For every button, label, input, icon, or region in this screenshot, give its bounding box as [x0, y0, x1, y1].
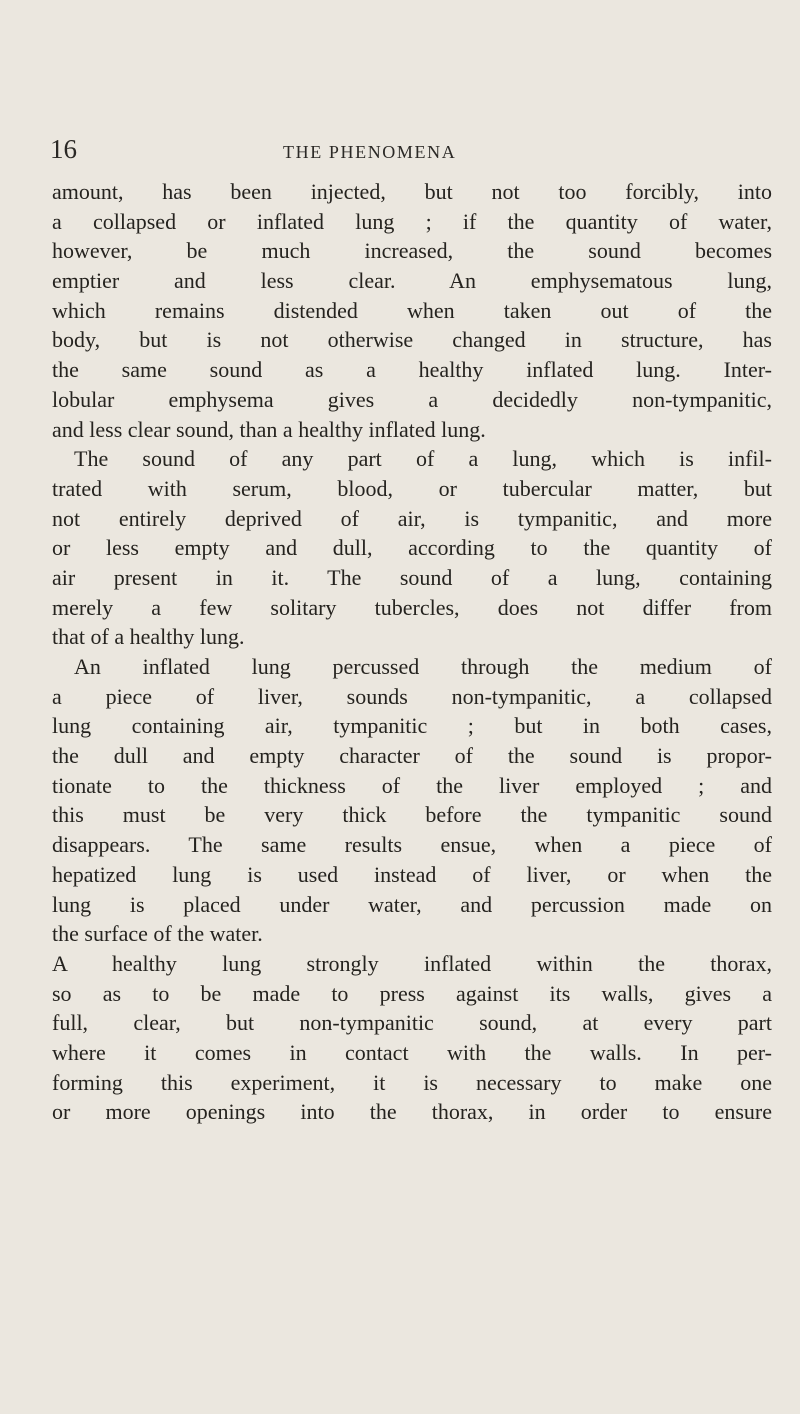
- text-line: full, clear, but non-tympanitic sound, at every part: [52, 1010, 772, 1036]
- text-line: air present in it. The sound of a lung, containing: [52, 564, 772, 590]
- text-line: a piece of liver, sounds non-tympanitic, a collapsed: [52, 683, 772, 709]
- text-line: that of a healthy lung.: [52, 624, 245, 650]
- text-line: amount, has been injected, but not too forcibly, into: [52, 179, 772, 204]
- page-number: 16: [50, 134, 77, 164]
- paragraph: [52, 444, 772, 652]
- text-line: trated with serum, blood, or tubercular matter, but: [52, 475, 772, 501]
- paragraph: [52, 949, 772, 1127]
- text-line: this must be very thick before the tympanitic sound: [52, 802, 772, 828]
- text-line: or less empty and dull, according to the quantity of: [52, 535, 772, 561]
- text-line: emptier and less clear. An emphysematous lung,: [52, 268, 772, 294]
- text-line: which remains distended when taken out of the: [52, 297, 772, 323]
- paragraph: [52, 177, 772, 444]
- text-line: lobular emphysema gives a decidedly non-tympanitic,: [52, 386, 772, 412]
- text-line: hepatized lung is used instead of liver, or when the: [52, 861, 772, 887]
- text-line: A healthy lung strongly inflated within the thorax,: [52, 950, 772, 976]
- text-line: forming this experiment, it is necessary to make one: [52, 1069, 772, 1095]
- text-line: lung containing air, tympanitic ; but in both cases,: [52, 713, 772, 739]
- text-line: where it comes in contact with the walls. In per-: [52, 1039, 772, 1065]
- text-line: lung is placed under water, and percussion made on: [52, 891, 772, 917]
- running-head: THE PHENOMENA: [283, 142, 457, 162]
- text-line: so as to be made to press against its walls, gives a: [52, 980, 772, 1006]
- body-text: [52, 177, 772, 1127]
- text-line: or more openings into the thorax, in order to ensure: [52, 1099, 772, 1125]
- paragraph: [52, 652, 772, 949]
- text-line: the surface of the water.: [52, 921, 263, 947]
- text-line: The sound of any part of a lung, which is infil-: [74, 446, 772, 472]
- text-line: a collapsed or inflated lung ; if the quantity of water,: [52, 208, 772, 234]
- text-line: tionate to the thickness of the liver employed ; and: [52, 772, 772, 798]
- text-line: disappears. The same results ensue, when a piece of: [52, 832, 772, 858]
- text-line: the same sound as a healthy inflated lung. Inter-: [52, 357, 772, 383]
- text-line: body, but is not otherwise changed in structure, has: [52, 327, 772, 353]
- text-line: merely a few solitary tubercles, does not differ from: [52, 594, 772, 620]
- text-line: not entirely deprived of air, is tympanitic, and more: [52, 505, 772, 531]
- text-line: however, be much increased, the sound becomes: [52, 238, 772, 264]
- text-line: and less clear sound, than a healthy inflated lung.: [52, 416, 486, 442]
- text-line: An inflated lung percussed through the medium of: [74, 654, 772, 679]
- text-line: the dull and empty character of the sound is propor-: [52, 743, 772, 769]
